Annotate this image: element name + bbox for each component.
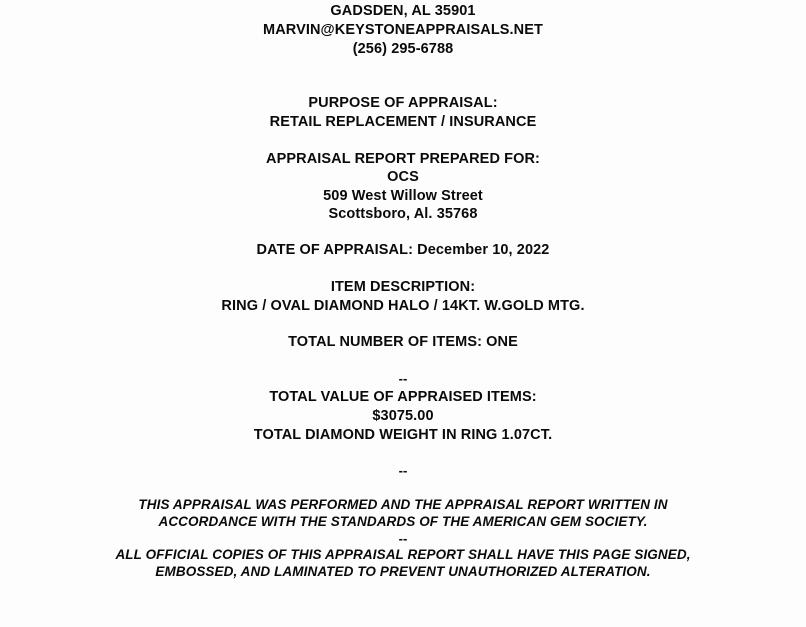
prepared-for-heading: APPRAISAL REPORT PREPARED FOR:	[266, 151, 540, 167]
ags-statement-line1: THIS APPRAISAL WAS PERFORMED AND THE APPRAISAL REPORT WRITTEN IN	[138, 497, 668, 512]
separator-dash: --	[398, 531, 408, 546]
separator-dash: --	[398, 371, 408, 386]
header-city: GADSDEN, AL 35901	[330, 3, 476, 19]
diamond-weight: TOTAL DIAMOND WEIGHT IN RING 1.07CT.	[253, 427, 553, 443]
header-phone: (256) 295-6788	[352, 41, 454, 57]
official-copy-line2: EMBOSSED, AND LAMINATED TO PREVENT UNAUTHORIZED ALTERATION.	[155, 564, 651, 579]
total-value-heading: TOTAL VALUE OF APPRAISED ITEMS:	[269, 389, 537, 405]
ags-statement-line2: ACCORDANCE WITH THE STANDARDS OF THE AMERICAN GEM SOCIETY.	[158, 514, 648, 529]
client-street: 509 West Willow Street	[323, 188, 483, 204]
purpose-heading: PURPOSE OF APPRAISAL:	[308, 95, 498, 111]
item-description: RING / OVAL DIAMOND HALO / 14KT. W.GOLD MTG.	[221, 298, 585, 314]
client-name: OCS	[387, 169, 419, 185]
separator-dash: --	[398, 463, 408, 478]
purpose-value: RETAIL REPLACEMENT / INSURANCE	[269, 114, 537, 130]
client-city: Scottsboro, Al. 35768	[328, 206, 478, 222]
header-email: MARVIN@KEYSTONEAPPRAISALS.NET	[263, 22, 543, 38]
official-copy-line1: ALL OFFICIAL COPIES OF THIS APPRAISAL REPORT SHALL HAVE THIS PAGE SIGNED,	[115, 547, 691, 562]
item-heading: ITEM DESCRIPTION:	[330, 279, 476, 295]
total-value-amount: $3075.00	[372, 408, 434, 424]
appraisal-date: DATE OF APPRAISAL: December 10, 2022	[256, 242, 550, 258]
total-items: TOTAL NUMBER OF ITEMS: ONE	[288, 334, 518, 350]
